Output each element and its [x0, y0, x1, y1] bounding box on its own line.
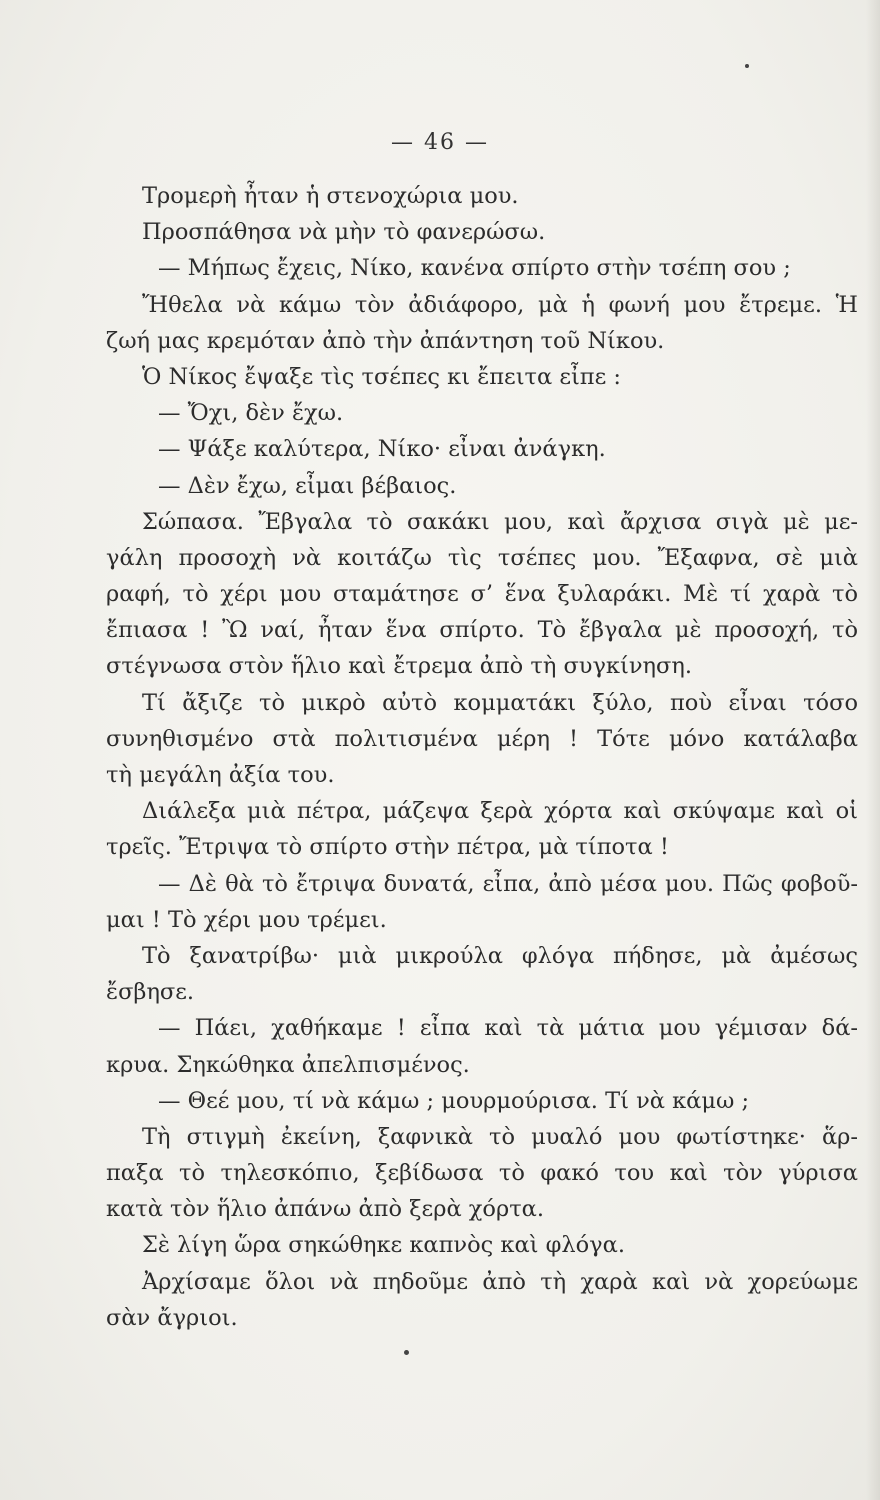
text-line: — Θεέ μου, τί νὰ κάμω ; μουρμούρισα. Τί νὰ κάμω ;	[158, 1087, 750, 1114]
text-line: Τί ἄξιζε τὸ μικρὸ αὐτὸ κομματάκι ξύλο, ποὺ εἶναι τόσο	[142, 689, 858, 716]
ink-speck	[745, 64, 749, 68]
text-line: Σώπασα. Ἔβγαλα τὸ σακάκι μου, καὶ ἄρχισα σιγὰ μὲ με-	[142, 508, 858, 535]
text-line: τρεῖς. Ἔτριψα τὸ σπίρτο στὴν πέτρα, μὰ τίποτα !	[106, 834, 669, 861]
text-line: Σὲ λίγη ὥρα σηκώθηκε καπνὸς καὶ φλόγα.	[142, 1232, 625, 1259]
text-line: — Μήπως ἔχεις, Νίκο, κανένα σπίρτο στὴν τσέπη σου ;	[158, 255, 791, 282]
text-line: Τὸ ξανατρίβω· μιὰ μικρούλα φλόγα πήδησε, μὰ ἀμέσως	[142, 942, 858, 969]
text-line: συνηθισμένο στὰ πολιτισμένα μέρη ! Τότε μόνο κατάλαβα	[106, 725, 858, 752]
text-line: Προσπάθησα νὰ μὴν τὸ φανερώσω.	[142, 219, 546, 246]
text-line: στέγνωσα στὸν ἥλιο καὶ ἔτρεμα ἀπὸ τὴ συγκίνηση.	[106, 653, 692, 680]
text-line: μαι ! Τὸ χέρι μου τρέμει.	[106, 906, 387, 933]
text-line: Τρομερὴ ἦταν ἡ στενοχώρια μου.	[142, 183, 519, 209]
text-line: Ἀρχίσαμε ὅλοι νὰ πηδοῦμε ἀπὸ τὴ χαρὰ καὶ νὰ χορεύωμε	[142, 1268, 858, 1295]
text-line: ζωή μας κρεμόταν ἀπὸ τὴν ἀπάντηση τοῦ Νίκου.	[106, 327, 665, 354]
text-line: — Δὲ θὰ τὸ ἔτριψα δυνατά, εἶπα, ἀπὸ μέσα μου. Πῶς φοβοῦ-	[158, 870, 858, 897]
text-line: ἔσβησε.	[106, 979, 195, 1006]
text-line: ἔπιασα ! Ὢ ναί, ἦταν ἕνα σπίρτο. Τὸ ἔβγαλα μὲ προσοχή, τὸ	[106, 617, 858, 644]
text-line: τὴ μεγάλη ἀξία του.	[106, 762, 335, 788]
text-line: Ὁ Νίκος ἔψαξε τὶς τσέπες κι ἔπειτα εἶπε :	[142, 363, 621, 390]
text-line: σὰν ἄγριοι.	[106, 1304, 238, 1331]
text-line: κρυα. Σηκώθηκα ἀπελπισμένος.	[106, 1051, 470, 1078]
page-number: — 46 —	[391, 130, 489, 155]
text-line: παξα τὸ τηλεσκόπιο, ξεβίδωσα τὸ φακό του καὶ τὸν γύρισα	[106, 1160, 858, 1187]
text-line: ραφή, τὸ χέρι μου σταμάτησε σ’ ἕνα ξυλαράκι. Μὲ τί χαρὰ τὸ	[106, 581, 858, 608]
text-line: Διάλεξα μιὰ πέτρα, μάζεψα ξερὰ χόρτα καὶ σκύψαμε καὶ οἱ	[142, 798, 858, 825]
text-line: — Δὲν ἔχω, εἶμαι βέβαιος.	[158, 472, 457, 499]
ink-speck	[404, 1350, 409, 1355]
text-line: Ἤθελα νὰ κάμω τὸν ἀδιάφορο, μὰ ἡ φωνή μου ἔτρεμε. Ἡ	[142, 291, 858, 318]
text-line: — Ὄχι, δὲν ἔχω.	[158, 400, 344, 427]
text-line: Τὴ στιγμὴ ἐκείνη, ξαφνικὰ τὸ μυαλό μου φωτίστηκε· ἅρ-	[142, 1123, 858, 1150]
body-text	[106, 178, 858, 1336]
text-line: — Ψάξε καλύτερα, Νίκο· εἶναι ἀνάγκη.	[158, 436, 606, 463]
text-line: — Πάει, χαθήκαμε ! εἶπα καὶ τὰ μάτια μου γέμισαν δά-	[158, 1015, 858, 1042]
text-line: κατὰ τὸν ἥλιο ἀπάνω ἀπὸ ξερὰ χόρτα.	[106, 1196, 544, 1223]
text-line: γάλη προσοχὴ νὰ κοιτάζω τὶς τσέπες μου. Ἔξαφνα, σὲ μιὰ	[106, 544, 858, 571]
page-edge-shadow	[866, 0, 880, 1500]
